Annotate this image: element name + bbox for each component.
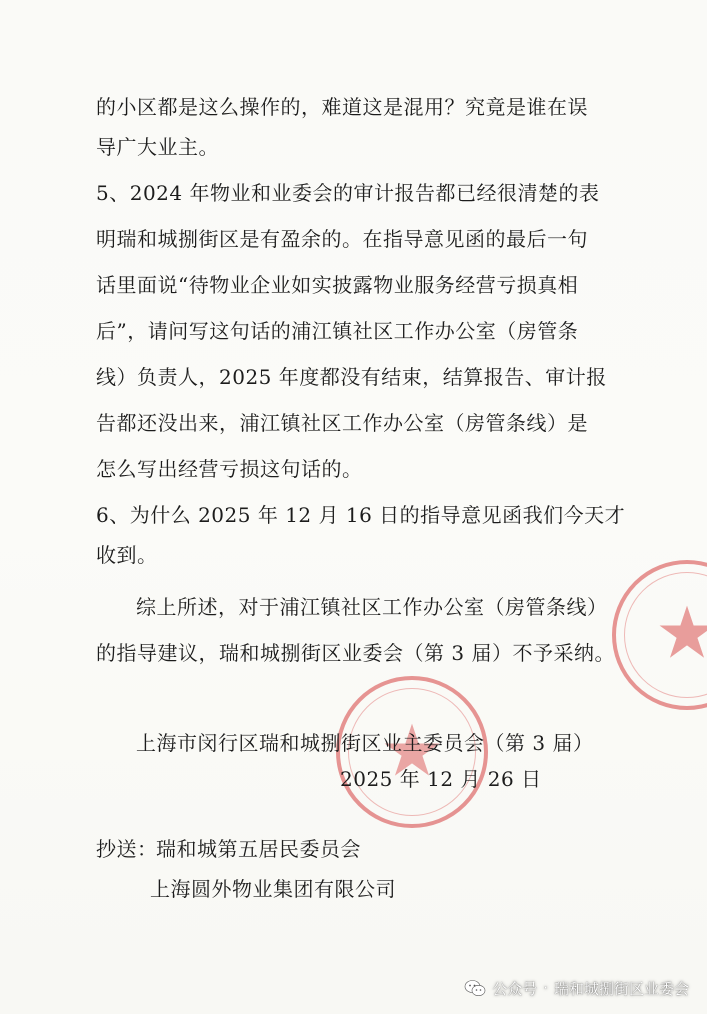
body-line-12: 综上所述，对于浦江镇社区工作办公室（房管条线） <box>136 595 608 619</box>
official-seal-right <box>612 560 707 710</box>
body-line-2: 导广大业主。 <box>96 135 219 159</box>
body-line-9: 怎么写出经营亏损这句话的。 <box>96 457 363 481</box>
seal-star-icon <box>616 564 707 706</box>
cc-label: 抄送： <box>96 837 158 861</box>
body-line-8: 告都还没出来，浦江镇社区工作办公室（房管条线）是 <box>96 411 588 435</box>
signature-org: 上海市闵行区瑞和城捌街区业主委员会（第 3 届） <box>136 731 594 755</box>
body-line-5: 话里面说“待物业企业如实披露物业服务经营亏损真相 <box>96 273 579 297</box>
watermark-account: 瑞和城捌街区业委会 <box>553 979 689 998</box>
cc-recipient-2: 上海圆外物业集团有限公司 <box>150 877 396 901</box>
body-line-4: 明瑞和城捌街区是有盈余的。在指导意见函的最后一句 <box>96 227 588 251</box>
body-line-3: 5、2024 年物业和业委会的审计报告都已经很清楚的表 <box>96 181 600 205</box>
body-line-13: 的指导建议，瑞和城捌街区业委会（第 3 届）不予采纳。 <box>96 641 615 665</box>
body-line-11: 收到。 <box>96 543 158 567</box>
body-line-6: 后”，请问写这句话的浦江镇社区工作办公室（房管条 <box>96 319 579 343</box>
body-line-7: 线）负责人，2025 年度都没有结束，结算报告、审计报 <box>96 365 607 389</box>
wechat-icon <box>464 979 486 997</box>
body-line-10: 6、为什么 2025 年 12 月 16 日的指导意见函我们今天才 <box>96 503 626 527</box>
signature-date: 2025 年 12 月 26 日 <box>340 767 542 791</box>
cc-recipient-1: 瑞和城第五居民委员会 <box>156 837 361 861</box>
body-line-1: 的小区都是这么操作的，难道这是混用？究竟是谁在误 <box>96 95 588 119</box>
watermark-separator: · <box>543 979 548 997</box>
wechat-watermark <box>464 976 689 1000</box>
watermark-label: 公众号 <box>492 979 538 998</box>
